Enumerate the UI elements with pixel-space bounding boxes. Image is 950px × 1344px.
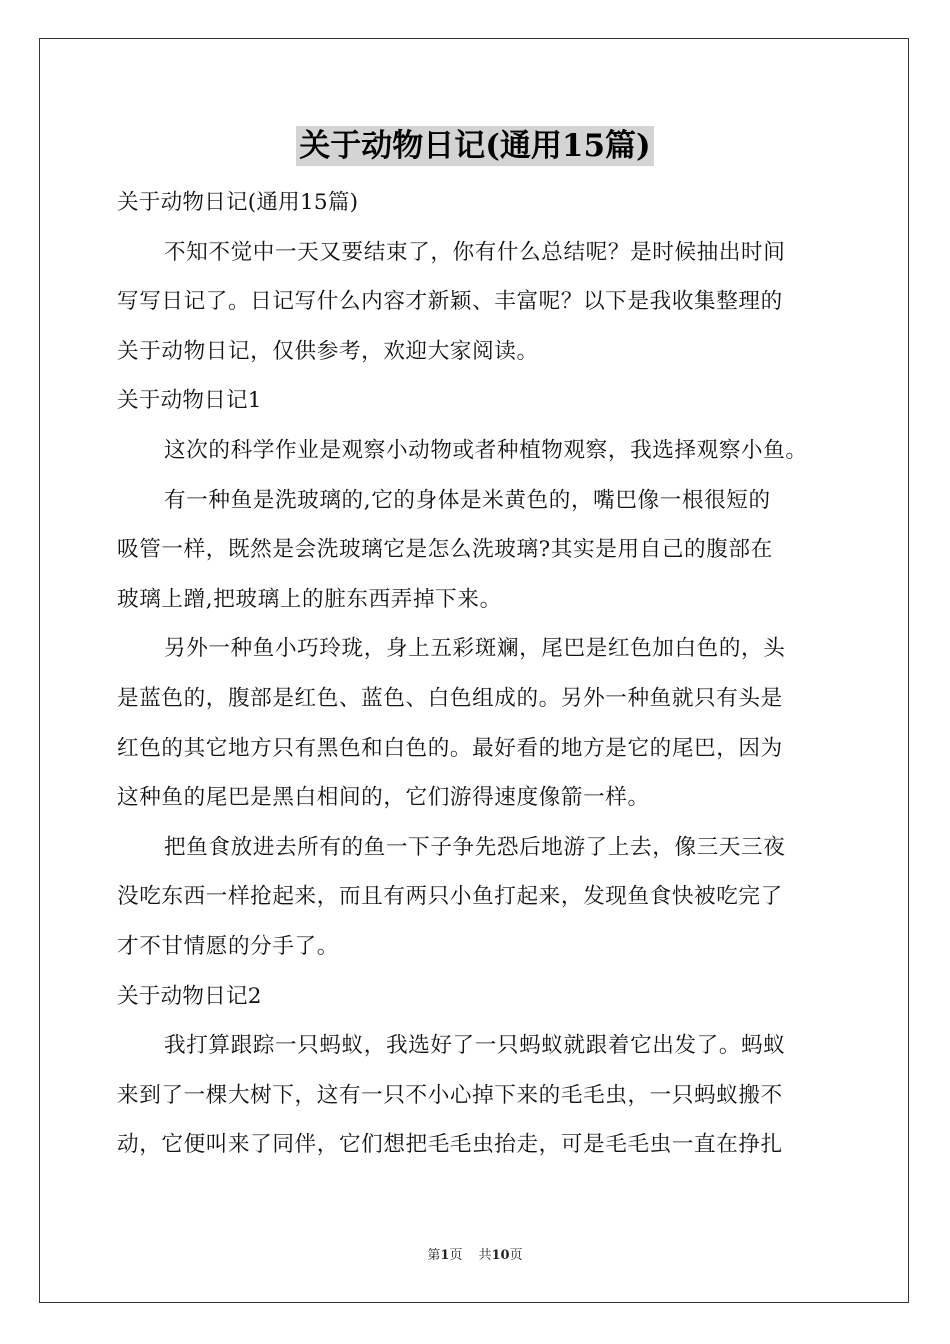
subtitle-line: 关于动物日记(通用15篇) [117, 190, 359, 215]
page-current-number: 1 [440, 1248, 450, 1263]
page-footer [0, 1247, 950, 1265]
paragraph-line: 来到了一棵大树下，这有一只不小心掉下来的毛毛虫，一只蚂蚁搬不 [117, 1082, 783, 1108]
paragraph-line: 这次的科学作业是观察小动物或者种植物观察，我选择观察小鱼。 [164, 437, 808, 463]
intro-paragraph-line: 关于动物日记，仅供参考，欢迎大家阅读。 [117, 338, 539, 364]
paragraph-line: 没吃东西一样抢起来，而且有两只小鱼打起来，发现鱼食快被吃完了 [117, 884, 783, 910]
paragraph-line: 另外一种鱼小巧玲珑，身上五彩斑斓，尾巴是红色加白色的，头 [164, 636, 786, 662]
paragraph-line: 是蓝色的，腹部是红色、蓝色、白色组成的。另外一种鱼就只有头是 [117, 685, 783, 711]
paragraph-line: 才不甘情愿的分手了。 [117, 933, 339, 959]
paragraph-line: 这种鱼的尾巴是黑白相间的，它们游得速度像箭一样。 [117, 785, 650, 811]
document-body [117, 178, 839, 1170]
paragraph-line: 吸管一样，既然是会洗玻璃它是怎么洗玻璃?其实是用自己的腹部在 [117, 537, 773, 563]
title-container [0, 126, 950, 166]
paragraph-line: 玻璃上蹭,把玻璃上的脏东西弄掉下来。 [117, 586, 502, 612]
paragraph-line: 红色的其它地方只有黑色和白色的。最好看的地方是它的尾巴，因为 [117, 735, 783, 761]
page-total-number: 10 [491, 1248, 510, 1263]
page-prefix: 第 [427, 1248, 441, 1263]
intro-paragraph-line: 写写日记了。日记写什么内容才新颖、丰富呢？以下是我收集整理的 [117, 289, 783, 315]
page-unit: 页 [449, 1248, 463, 1263]
section-heading-2: 关于动物日记2 [117, 983, 262, 1009]
paragraph-line: 我打算跟踪一只蚂蚁，我选好了一只蚂蚁就跟着它出发了。蚂蚁 [164, 1033, 786, 1059]
section-heading-1: 关于动物日记1 [117, 388, 262, 414]
paragraph-line: 有一种鱼是洗玻璃的,它的身体是米黄色的，嘴巴像一根很短的 [164, 487, 771, 513]
document-title: 关于动物日记(通用15篇) [296, 126, 653, 166]
paragraph-line: 把鱼食放进去所有的鱼一下子争先恐后地游了上去，像三天三夜 [164, 834, 786, 860]
paragraph-line: 动，它便叫来了同伴，它们想把毛毛虫抬走，可是毛毛虫一直在挣扎 [117, 1132, 783, 1158]
total-prefix: 共 [478, 1248, 492, 1263]
total-unit: 页 [509, 1248, 523, 1263]
intro-paragraph-line: 不知不觉中一天又要结束了，你有什么总结呢？是时候抽出时间 [164, 239, 786, 265]
